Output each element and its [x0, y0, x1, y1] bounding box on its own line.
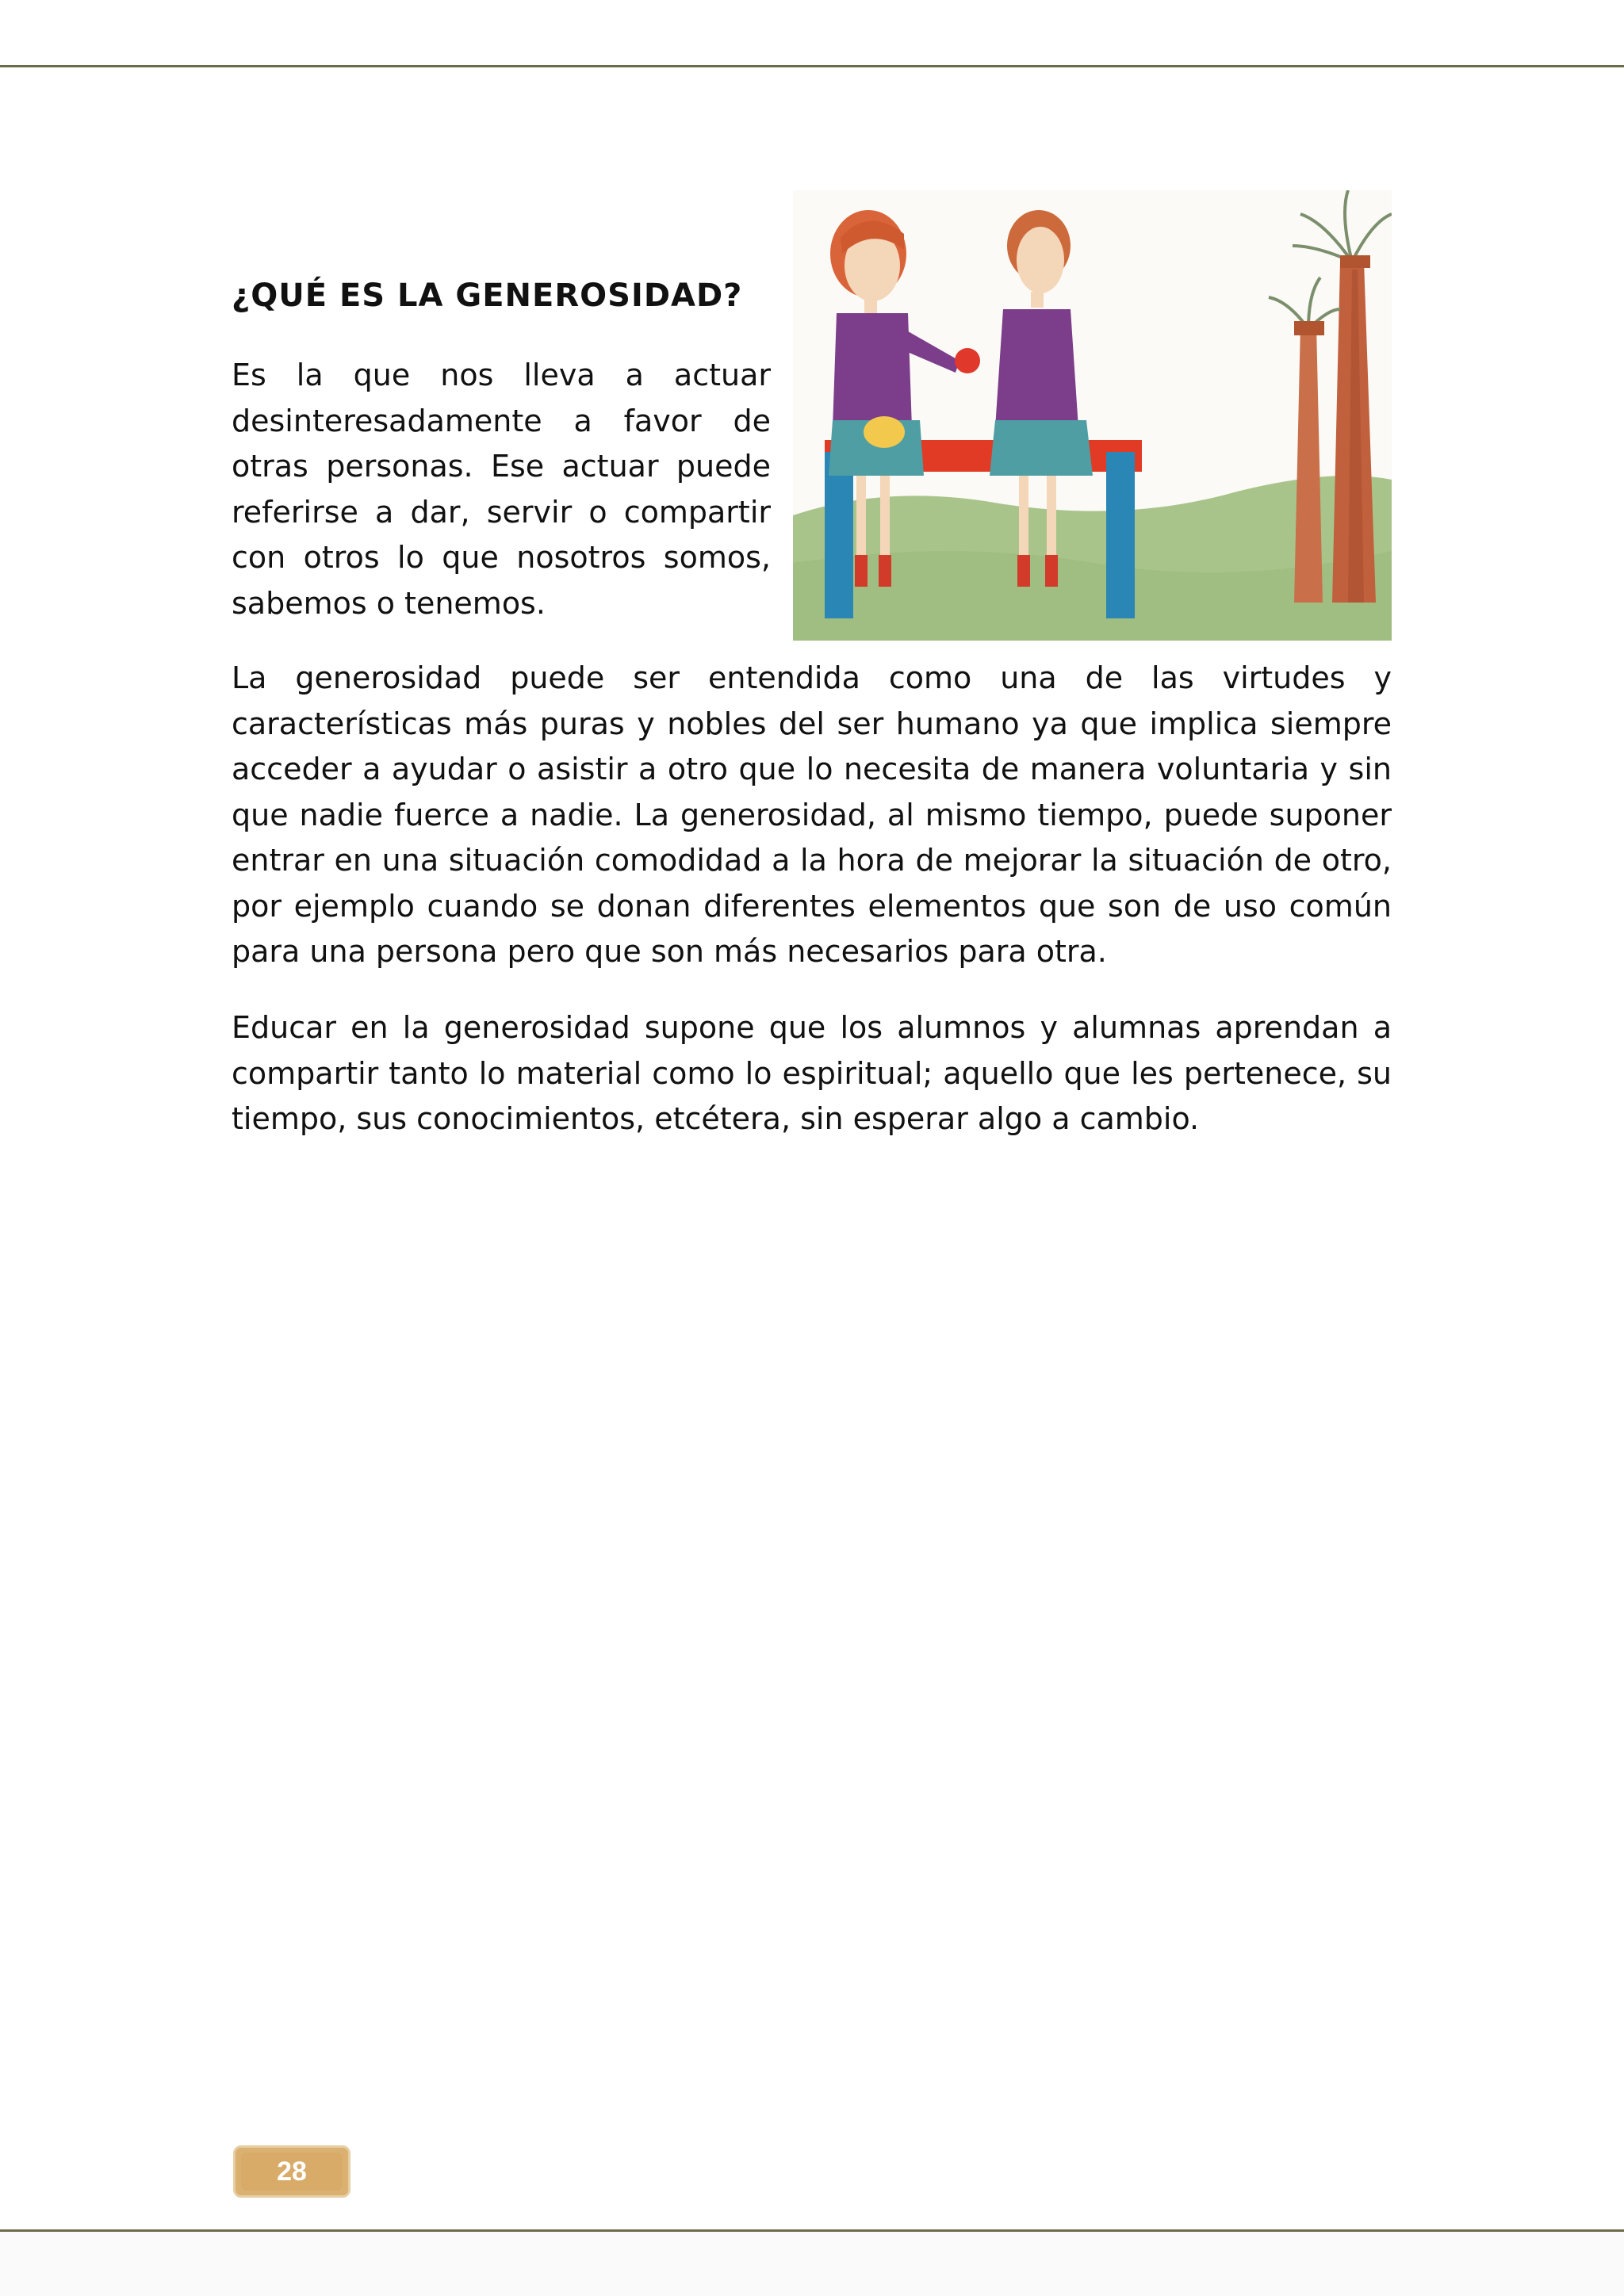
- paragraph-definition: La generosidad puede ser entendida como una de las virtudes y características más puras y nobles del ser humano ya que implica siempre acceder a ayudar o asistir a otro que lo necesita de manera voluntaria y sin que nadie fuerce a nadie. La generosidad, al mismo tiempo, puede suponer entrar en una situación comodidad a la hora de mejorar la situación de otro, por ejemplo cuando se donan diferentes elementos que son de uso común para una persona pero que son más necesarios para otra.: [232, 660, 1392, 969]
- girls-sharing-apple-illustration: [793, 190, 1392, 641]
- paragraph-intro: Es la que nos lleva a actuar desinteresadamente a favor de otras personas. Ese actuar puede referirse a dar, servir o compartir con otros lo que nosotros somos, sabemos o tenemos.: [232, 358, 771, 621]
- footer-band: [0, 2232, 1624, 2296]
- page-number-badge: [233, 2145, 350, 2198]
- paragraph-education: Educar en la generosidad supone que los alumnos y alumnas aprendan a compartir tanto lo material como lo espiritual; aquello que les pertenece, su tiempo, sus conocimientos, etcétera, sin esperar algo a cambio.: [232, 1010, 1392, 1136]
- page-title: ¿QUÉ ES LA GENEROSIDAD?: [232, 277, 743, 314]
- page-number: 28: [241, 2152, 343, 2191]
- top-rule: [0, 65, 1624, 67]
